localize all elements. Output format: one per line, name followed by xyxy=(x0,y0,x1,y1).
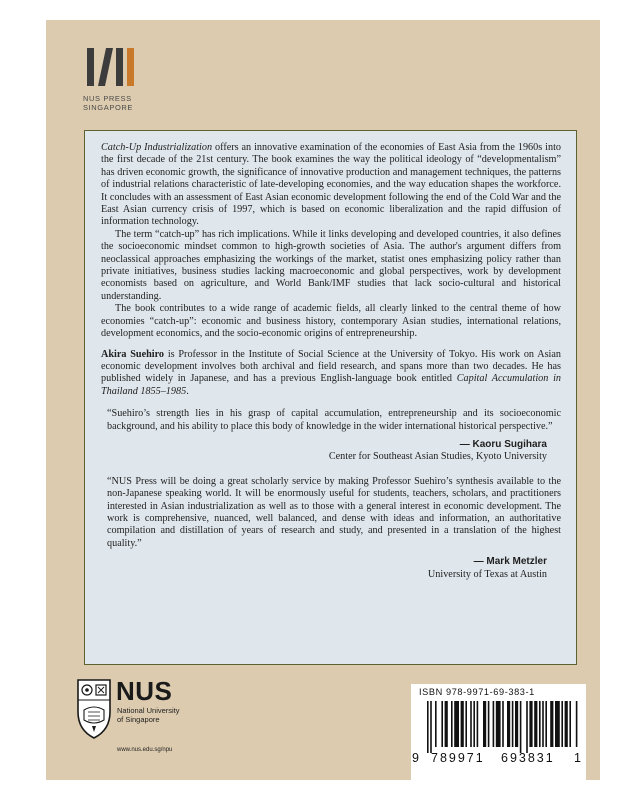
endorsement-attribution xyxy=(101,439,561,464)
description-paragraph: The book contributes to a wide range of academic fields, all clearly linked to the central theme of how economies “catch-up”: economic and business history, contemporary Asian studies, international relations, development economics, and the socio-economic origins of entrepreneurship. xyxy=(101,303,561,340)
university-name-line2: of Singapore xyxy=(117,714,160,724)
endorser-affiliation: University of Texas at Austin xyxy=(427,568,547,580)
press-url: www.nus.edu.sg/npu xyxy=(117,747,173,753)
barcode-right-digits: 693831 xyxy=(501,751,555,765)
isbn-number: ISBN 978-9971-69-383-1 xyxy=(419,687,535,697)
description-text: offers an innovative examination of the economies of East Asia from the 1960s into the first decade of the 21st century. The book examines the way the political ideology of “developmentalism” has driven economic growth, the significance of innovative production and management techniques, the patterns of industrial relations characteristic of late-developing economies, and the way education shapes the workforce. It concludes with an assessment of East Asian economic development following the end of the Cold War and the East Asian currency crisis of 1997, which is based on economic liberalization and the rapid diffusion of information technology. xyxy=(101,142,561,228)
isbn-barcode xyxy=(411,684,586,780)
endorser-name: — Kaoru Sugihara xyxy=(459,438,547,450)
endorser-affiliation: Center for Southeast Asian Studies, Kyoto University xyxy=(328,451,547,463)
author-bio-text: is Professor in the Institute of Social Science at the University of Tokyo. His work on Asian economic development involves both archival and field research, and spans more than two decades. He has published widely in Japanese, and has a previous English-language book entitled xyxy=(101,348,561,385)
nus-wordmark: NUS xyxy=(116,676,173,706)
book-description xyxy=(101,142,561,341)
university-name xyxy=(117,707,180,724)
barcode-icon xyxy=(417,701,580,753)
endorsement-attribution xyxy=(101,556,561,581)
author-bio xyxy=(101,349,561,399)
university-crest-icon xyxy=(76,676,112,740)
press-name-line1: NUS PRESS xyxy=(83,94,132,103)
description-paragraph xyxy=(101,142,561,229)
university-name-line1: National University xyxy=(117,706,180,715)
endorsement-quote: “NUS Press will be doing a great scholarly service by making Professor Suehiro’s synthesis available to the non-Japanese speaking world. It will be enormously useful for students, teachers, scholars, and practitioners interested in Asian industrialization as well as to those with a general interest in economic development. The work is comprehensive, nuanced, well balanced, and dense with ideas and information, an authoritative compilation and distillation of years of research and study, and presented in a translation of the highest quality.” xyxy=(107,475,561,549)
author-name: Akira Suehiro xyxy=(101,348,165,360)
book-back-cover xyxy=(46,20,600,780)
barcode-first-digit: 9 xyxy=(412,751,420,765)
book-title: Catch-Up Industrialization xyxy=(101,142,213,153)
endorsement-quote: “Suehiro’s strength lies in his grasp of capital accumulation, entrepreneurship and its socioeconomic background, and his ability to place this body of knowledge in the wider international historical perspective.” xyxy=(107,408,561,432)
text-panel xyxy=(84,130,577,665)
barcode-left-digits: 789971 xyxy=(431,751,485,765)
endorser-name: — Mark Metzler xyxy=(473,556,547,568)
barcode-last-digit: 1 xyxy=(574,751,582,765)
description-paragraph: The term “catch-up” has rich implications. While it links developing and developed countries, it also defines the socioeconomic mindset common to high-growth societies of Asia. The author's argument differs from neoclassical approaches emphasizing the workings of the market, statist ones emphasizing policy rather than private initiatives, business studies lacking macroeconomic and global perspectives, work by development economists based on agriculture, and World Bank/IMF studies that lack socio-cultural and historical understanding. xyxy=(101,228,561,302)
nus-press-mark-icon xyxy=(87,48,135,86)
nus-university-logo xyxy=(76,676,196,766)
nus-press-logo xyxy=(83,48,143,112)
press-name-line2: SINGAPORE xyxy=(83,103,133,112)
author-bio-end: . xyxy=(186,385,189,397)
previous-book-title: Capital Accumulation in Thailand 1855–1985 xyxy=(101,373,561,397)
